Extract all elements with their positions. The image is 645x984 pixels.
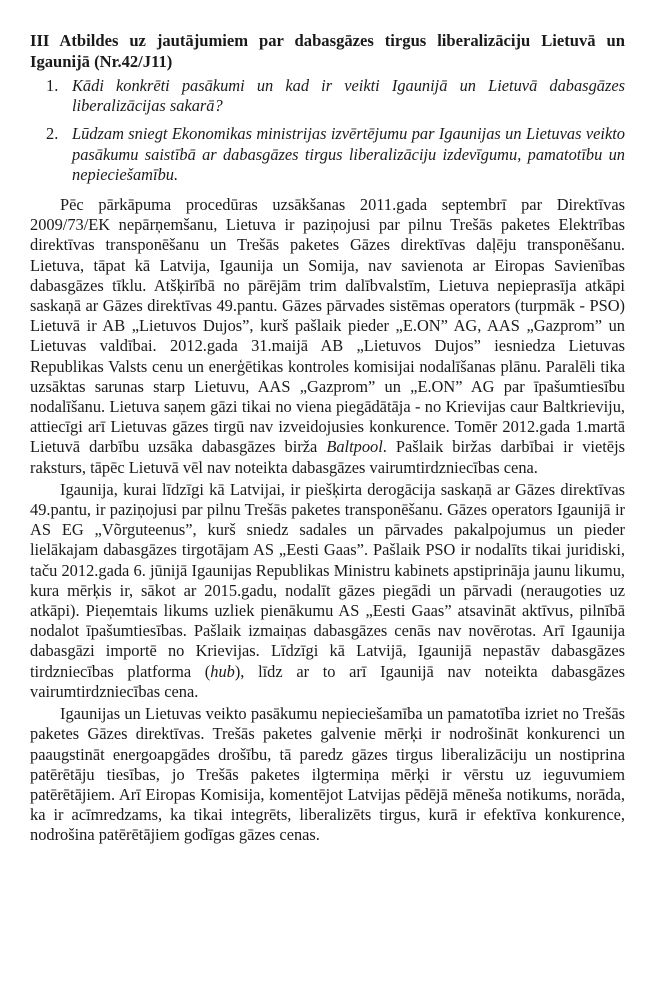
paragraph-text: Igaunija, kurai līdzīgi kā Latvijai, ir piešķirta derogācija saskaņā ar Gāzes direktīvas 49.pantu, ir paziņojusi par pilnu Trešās paketes transponēšanu. Gāzes operators Igaunijā ir AS EG „Võrguteenus”, kurš sniedz sadales un pārvades pakalpojumus un pieder lielākajam dabasgāzes tirgotājam AS „Eesti Gaas”. Pašlaik PSO ir nodalīts tikai juridiski, taču 2012.gada 6. jūnijā Igaunijas Republikas Ministru kabinets apstiprināja jaunu likumu, kura mērķis ir, sākot ar 2015.gadu, nodalīt gāzes piegādi un pārvadi (neraugoties uz atkāpi). Pieņemtais likums uzliek pienākumu AS „Eesti Gaas” atsavināt aktīvus, pilnībā nodalot īpašumtiesības. Pašlaik izmaiņas dabasgāzes cenās nav novērotas. Arī Igaunija dabasgāzi importē no Krievijas. Līdzīgi kā Latvijā, Igaunijā nepastāv dabasgāzes tirdzniecības platforma ( (30, 479, 625, 681)
paragraph-evaluation (30, 704, 625, 845)
question-number: 1. (46, 76, 59, 95)
italic-term-hub: hub (210, 661, 235, 681)
paragraph-estonia (30, 480, 625, 702)
paragraph-text: Pēc pārkāpuma procedūras uzsākšanas 2011.gada septembrī par Direktīvas 2009/73/EK nepārņemšanu, Lietuva ir paziņojusi par pilnu Trešās paketes Elektrības direktīvas transponēšanu un Trešās paketes Gāzes direktīvas daļēju transponēšanu. Lietuva, tāpat kā Latvija, Igaunija un Somija, nav savienota ar Eiropas Savienības dabasgāzes tīklu. Atšķirībā no pārējām trim dalībvalstīm, Lietuva nepieprasīja atkāpi saskaņā ar Gāzes direktīvas 49.pantu. Gāzes pārvades sistēmas operators (turpmāk - PSO) Lietuvā ir AB „Lietuvos Dujos”, kurš pašlaik pieder „E.ON” AG, AAS „Gazprom” un Lietuvas valdībai. 2012.gada 31.maijā AB „Lietuvos Dujos” iesniedza Lietuvas Republikas Valsts cenu un enerģētikas kontroles komisijai nodalīšanas plānu. Paralēli tika uzsāktas sarunas starp Lietuvu, AAS „Gazprom” un „E.ON” AG par īpašumtiesību nodalīšanu. Lietuva saņem gāzi tikai no viena piegādātāja - no Krievijas caur Baltkrieviju, attiecīgi arī Lietuvas gāzes tirgū nav izveidojusies konkurence. Tomēr 2012.gada 1.martā Lietuvā darbību uzsāka dabasgāzes birža (30, 195, 625, 457)
question-number: 2. (46, 124, 59, 144)
paragraph-text: . Pašlaik biržas darbībai ir vietējs raksturs, tāpēc Lietuvā vēl nav noteikta dabasgāzes vairumtirdzniecības cena. (30, 437, 625, 477)
paragraph-text: Igaunijas un Lietuvas veikto pasākumu nepieciešamība un pamatotība izriet no Trešās paketes Gāzes direktīvas. Trešās paketes galvenie mērķi ir nodrošināt konkurenci un paaugstināt energoapgādes drošību, tā paredz gāzes tirgus liberalizāciju un nostiprina patērētāju tiesības, jo Trešās paketes ilgtermiņa mērķi ir vērstu uz ieguvumiem patērētājiem. Arī Eiropas Komisija, komentējot Latvijas pēdējā mēneša notikums, norāda, ka ir acīmredzams, ka tikai integrēts, liberalizēts tirgus, kurā ir efektīva konkurence, nodrošina patērētājiem godīgas gāzes cenas. (30, 704, 625, 845)
section-heading: III Atbildes uz jautājumiem par dabasgāzes tirgus liberalizāciju Lietuvā un Igaunijā (Nr.42/J11) (30, 31, 625, 71)
question-list (30, 76, 625, 185)
paragraph-text: ), līdz ar to arī Igaunijā nav noteikta dabasgāzes vairumtirdzniecības cena. (30, 661, 625, 701)
question-item (30, 124, 625, 185)
question-item (30, 76, 625, 116)
question-text: Lūdzam sniegt Ekonomikas ministrijas izvērtējumu par Igaunijas un Lietuvas veikto pasākumu saistībā ar dabasgāzes tirgus liberalizāciju izdevīgumu, pamatotību un nepieciešamību. (72, 124, 625, 184)
question-text: Kādi konkrēti pasākumi un kad ir veikti Igaunijā un Lietuvā dabasgāzes liberalizācijas sakarā? (72, 76, 625, 116)
document-page (30, 30, 625, 848)
italic-term-baltpool: Baltpool (326, 437, 383, 457)
paragraph-lithuania (30, 195, 625, 478)
